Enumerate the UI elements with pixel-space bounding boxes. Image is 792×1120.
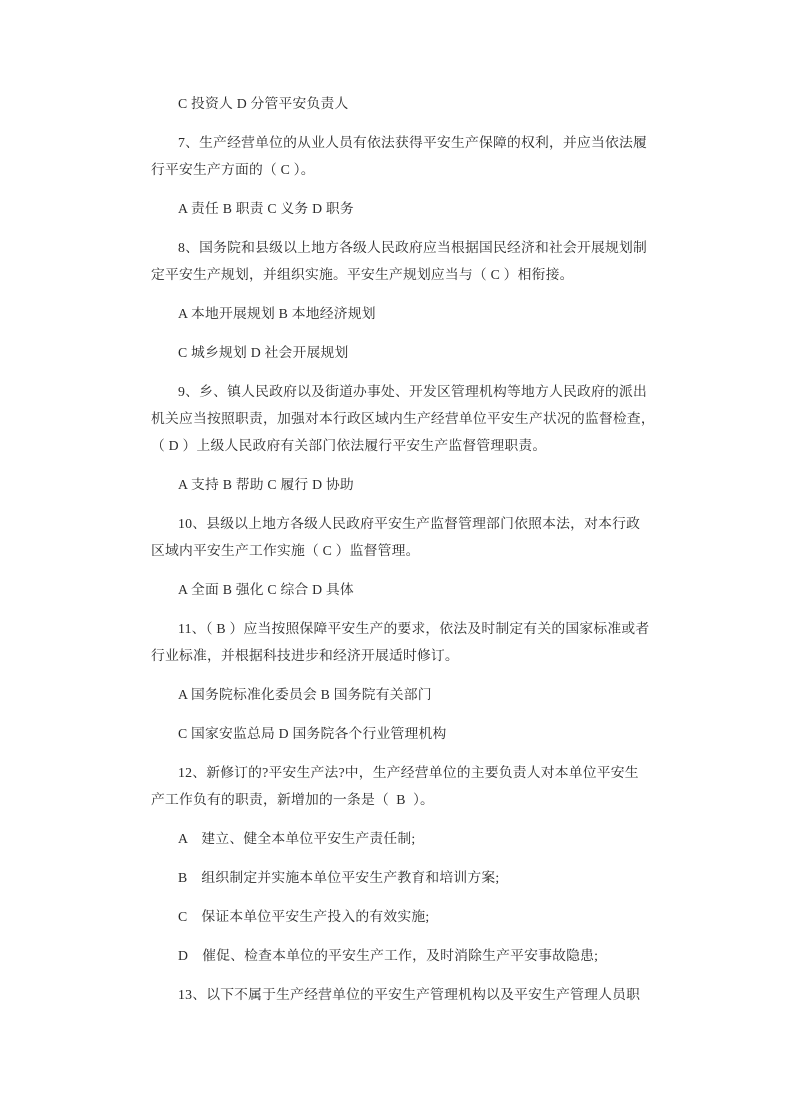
- question-text-line: 行平安生产方面的（ C ）。: [151, 162, 315, 177]
- question-8-options-cd: [151, 339, 682, 366]
- question-12-option-d: [151, 942, 682, 969]
- question-text-line: 行业标准，并根据科技进步和经济开展适时修订。: [151, 648, 459, 663]
- option-text-line: D 催促、检查本单位的平安生产工作，及时消除生产平安事故隐患;: [178, 948, 599, 963]
- question-7-options: [151, 195, 682, 222]
- option-text-line: A 责任 B 职责 C 义务 D 职务: [178, 201, 354, 216]
- option-text-line: C 城乡规划 D 社会开展规划: [178, 345, 349, 360]
- question-12-option-a: [151, 825, 682, 852]
- question-text-line: 区域内平安生产工作实施（ C ）监督管理。: [151, 543, 420, 558]
- question-text-line: 10、县级以上地方各级人民政府平安生产监督管理部门依照本法，对本行政: [178, 516, 641, 531]
- question-9-options: [151, 471, 682, 498]
- option-text-line: A 全面 B 强化 C 综合 D 具体: [178, 582, 354, 597]
- question-8-options-ab: [151, 300, 682, 327]
- question-10-options: [151, 576, 682, 603]
- option-text-line: A 建立、健全本单位平安生产责任制;: [178, 831, 416, 846]
- question-7: [151, 129, 682, 183]
- question-12: [151, 759, 682, 813]
- question-text-line: 9、乡、镇人民政府以及街道办事处、开发区管理机构等地方人民政府的派出: [178, 384, 647, 399]
- question-text-line: 机关应当按照职责，加强对本行政区域内生产经营单位平安生产状况的监督检查，: [151, 411, 655, 426]
- question-text-line: 产工作负有的职责，新增加的一条是（ B ）。: [151, 792, 435, 807]
- option-line-group: [151, 90, 682, 117]
- option-text-line: C 国家安监总局 D 国务院各个行业管理机构: [178, 726, 447, 741]
- question-10: [151, 510, 682, 564]
- question-8: [151, 234, 682, 288]
- question-text-line: 8、国务院和县级以上地方各级人民政府应当根据国民经济和社会开展规划制: [178, 240, 647, 255]
- question-13: [151, 981, 682, 1008]
- option-text-line: A 支持 B 帮助 C 履行 D 协助: [178, 477, 354, 492]
- question-text-line: 11、（ B ）应当按照保障平安生产的要求，依法及时制定有关的国家标准或者: [178, 621, 650, 636]
- question-text-line: 12、新修订的?平安生产法?中，生产经营单位的主要负责人对本单位平安生: [178, 765, 639, 780]
- question-text-line: （ D ）上级人民政府有关部门依法履行平安生产监督管理职责。: [151, 438, 547, 453]
- question-12-option-c: [151, 903, 682, 930]
- option-text-line: A 国务院标准化委员会 B 国务院有关部门: [178, 687, 432, 702]
- option-text-line: B 组织制定并实施本单位平安生产教育和培训方案;: [178, 870, 500, 885]
- question-text-line: 7、生产经营单位的从业人员有依法获得平安生产保障的权利，并应当依法履: [178, 135, 647, 150]
- option-text-line: A 本地开展规划 B 本地经济规划: [178, 306, 376, 321]
- question-11: [151, 615, 682, 669]
- option-text-line: C 保证本单位平安生产投入的有效实施;: [178, 909, 430, 924]
- question-9: [151, 378, 682, 459]
- question-11-options-cd: [151, 720, 682, 747]
- question-11-options-ab: [151, 681, 682, 708]
- question-text-line: 13、以下不属于生产经营单位的平安生产管理机构以及平安生产管理人员职: [178, 987, 641, 1002]
- question-text-line: 定平安生产规划，并组织实施。平安生产规划应当与（ C ）相衔接。: [151, 267, 574, 282]
- question-12-option-b: [151, 864, 682, 891]
- option-text-line: C 投资人 D 分管平安负责人: [178, 96, 349, 111]
